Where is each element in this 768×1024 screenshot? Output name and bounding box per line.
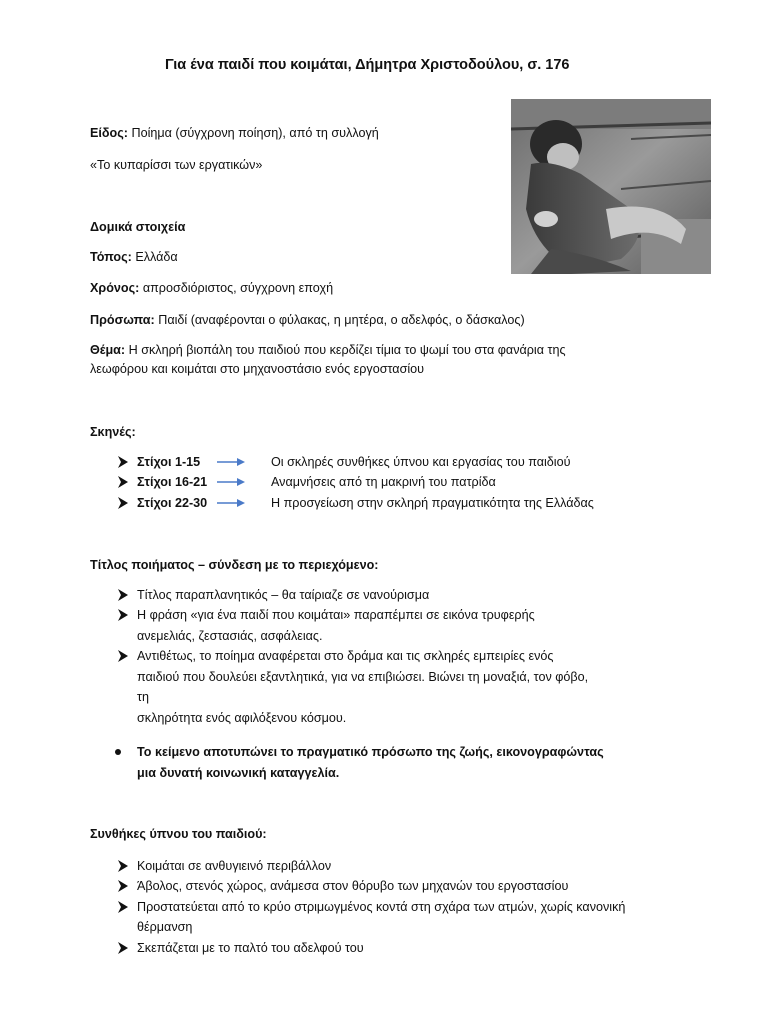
persons-label: Πρόσωπα: [90,313,155,327]
right-arrow-icon [217,498,245,508]
scene-verses-2: Στίχοι 16-21 [137,475,208,489]
persons-line [90,310,525,330]
dot-item-line-1: Το κείμενο αποτυπώνει το πραγματικό πρόσωπο της ζωής, εικονογραφώντας [137,745,604,759]
arrowhead-bullet-icon [116,649,130,663]
scene-desc-3: Η προσγείωση στην σκληρή πραγματικότητα της Ελλάδας [271,496,594,510]
theme-value-2: λεωφόρου και κοιμάται στο μηχανοστάσιο ενός εργοστασίου [90,362,425,376]
collection-name: «Το κυπαρίσσι των εργατικών» [90,158,263,172]
sleep-item-3-line-2: θέρμανση [137,920,193,934]
child-sleeping-photo [511,99,711,274]
place-line [90,247,178,267]
title-item-3-line-1: Αντιθέτως, το ποίημα αναφέρεται στο δράμα και τις σκληρές εμπειρίες ενός [137,649,554,663]
place-value: Ελλάδα [131,250,178,264]
page-title: Για ένα παιδί που κοιμάται, Δήμητρα Χριστοδούλου, σ. 176 [165,57,570,73]
place-label: Τόπος: [90,250,132,264]
title-item-1: Τίτλος παραπλανητικός – θα ταίριαζε σε νανούρισμα [137,588,430,602]
scenes-heading: Σκηνές: [90,425,136,439]
persons-value: Παιδί (αναφέρονται ο φύλακας, η μητέρα, ο αδελφός, ο δάσκαλος) [154,313,525,327]
title-item-2-line-1: Η φράση «για ένα παιδί που κοιμάται» παραπέμπει σε εικόνα τρυφερής [137,608,535,622]
dot-bullet-icon [115,749,121,755]
arrowhead-bullet-icon [116,588,130,602]
arrowhead-bullet-icon [116,608,130,622]
arrowhead-bullet-icon [116,941,130,955]
right-arrow-icon [217,457,245,467]
structure-heading: Δομικά στοιχεία [90,220,186,234]
time-line [90,278,333,298]
time-value: απροσδιόριστος, σύγχρονη εποχή [139,281,334,295]
title-item-3-line-4: σκληρότητα ενός αφιλόξενου κόσμου. [137,711,347,725]
title-connection-heading: Τίτλος ποιήματος – σύνδεση με το περιεχόμενο: [90,558,379,572]
sleep-item-1: Κοιμάται σε ανθυγιεινό περιβάλλον [137,859,332,873]
title-item-3-line-3: τη [137,690,149,704]
genre-label: Είδος: [90,126,128,140]
genre-line [90,123,379,143]
sleep-item-4: Σκεπάζεται με το παλτό του αδελφού του [137,941,364,955]
scene-desc-2: Αναμνήσεις από τη μακρινή του πατρίδα [271,475,496,489]
arrowhead-bullet-icon [116,496,130,510]
title-item-3-line-2: παιδιού που δουλεύει εξαντλητικά, για να επιβιώσει. Βιώνει τη μοναξιά, τον φόβο, [137,670,589,684]
arrowhead-bullet-icon [116,900,130,914]
arrowhead-bullet-icon [116,455,130,469]
arrowhead-bullet-icon [116,475,130,489]
scene-desc-1: Οι σκληρές συνθήκες ύπνου και εργασίας του παιδιού [271,455,571,469]
arrowhead-bullet-icon [116,859,130,873]
theme-label: Θέμα: [90,343,126,357]
sleep-conditions-heading: Συνθήκες ύπνου του παιδιού: [90,827,267,841]
sleep-item-2: Άβολος, στενός χώρος, ανάμεσα στον θόρυβο των μηχανών του εργοστασίου [137,879,569,893]
time-label: Χρόνος: [90,281,140,295]
dot-item-line-2: μια δυνατή κοινωνική καταγγελία. [137,766,340,780]
arrowhead-bullet-icon [116,879,130,893]
title-item-2-line-2: ανεμελιάς, ζεστασιάς, ασφάλειας. [137,629,323,643]
scene-verses-3: Στίχοι 22-30 [137,496,208,510]
sleep-item-3-line-1: Προστατεύεται από το κρύο στριμωγμένος κοντά στη σχάρα των ατμών, χωρίς κανονική [137,900,626,914]
scene-verses-1: Στίχοι 1-15 [137,455,201,469]
genre-value: Ποίημα (σύγχρονη ποίηση), από τη συλλογή [127,126,379,140]
right-arrow-icon [217,477,245,487]
theme-value-1: Η σκληρή βιοπάλη του παιδιού που κερδίζει τίμια το ψωμί του στα φανάρια της [125,343,566,357]
theme-line [90,340,566,360]
